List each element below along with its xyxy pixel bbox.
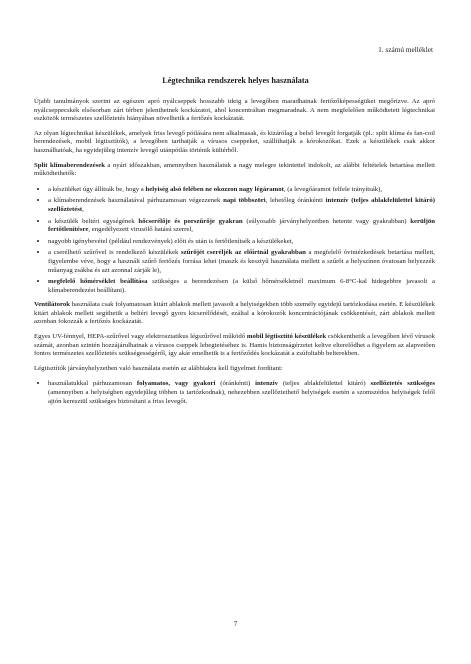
page-number: 7: [233, 620, 238, 628]
paragraph-intro: Újabb tanulmányok szerint az egészen apró nyálcseppek hosszabb ideig a levegőben maradhatnak fertőzőképességüket megőrizve. Az apró nyálcseppecskék elsősorban zárt térben jelenthetnek kockázatot, ahol koncentráltan megmaradnak. A nem megfelelően működtetett légtechnikai eszközök természetes szellőztetés hiányában növelhetik a fertőzés kockázatát.: [34, 98, 435, 123]
list-item: • megfelelő hőmérséklet beállítása szükséges a berendezésen (a külső hőmérsékletnél maximum 6-8°C-kal hidegebbre javasolt a klímaberendezést beállítani).: [48, 277, 435, 295]
paragraph-split: Split klímaberendezések a nyári időszakban, amennyiben használatuk a nagy melegre tekintettel indokolt, az alábbi feltételek betartása mellett működtethetők:: [34, 161, 435, 178]
document-body: [34, 98, 435, 412]
list-item: • használatukkal párhuzamosan folyamatos, vagy gyakori (óránkénti) intenzív (teljes ablakfelülettel kitáró) szellőztetés szükséges (amennyiben a helyiségben egyidejűleg többen is tartózkodnak), nehezebben szellőztethető helyiségek esetén a szomszédos helyiségek felől ajtón keresztül szükséges biztosítani a friss levegőt.: [48, 379, 435, 406]
document-title: Légtechnika rendszerek helyes használata: [162, 76, 309, 85]
list-item: • a klímaberendezések használatával párhuzamosan végezzenek napi többszöri, lehetőleg óránkénti intenzív (teljes ablakfelülettel kitáró) szellőztetést,: [48, 196, 435, 214]
bold-term: Ventilátorok: [34, 301, 71, 309]
list-item: • a cserélhető szűrővel is rendelkező készülékek szűrőjét cseréljék az előírtnál gyakrabban a megfelelő óvintézkedések betartása mellett, figyelembe véve, hogy a használt szűrő fertőzés forrása lehet (maszk és kesztyű használata mellett a szűrőt a helyszínen óvatosan helyezzék műanyag zsákba és azt azonnal zárják le),: [48, 248, 435, 275]
purifier-conditions-list: [34, 379, 435, 406]
list-item: • a készülék beltéri egységének hőcserélője és porszűrője gyakran (súlyosabb járványhelyzetben hetente vagy gyakrabban) kerüljön fertőtlenítésre, engedélyezett virusölő hatású szerrel,: [48, 217, 435, 235]
bold-term: mobil légtisztító készülékek: [246, 333, 327, 341]
paragraph-purifier-intro: Légtisztítók járványhelyzetben való használata esetén az alábbiakra kell figyelmet fordítani:: [34, 364, 283, 372]
annex-label: 1. számú melléklet: [378, 45, 433, 54]
split-conditions-list: [34, 185, 435, 296]
paragraph-fans: Ventilátorok használata csak folyamatosan kitárt ablakok mellett javasolt a helyiségekben több személy egyidejű tartózkodása esetén. E készülékek kitárt ablakok mellett segíthetik a beltéri levegő gyors kicserélődését, ezáltal a kórokozók koncentrációjának csökkentését, zárt ablakok mellett azonban fokozzák a fertőzés kockázatát.: [34, 301, 435, 326]
bold-term: Split klímaberendezések: [34, 161, 105, 169]
list-item: • nagyobb igénybevétel (például rendezvények) előtt és után is fertőtlenítsék a készülékeket,: [48, 237, 435, 247]
list-item: • a készüléket úgy állítsák be, hogy a helyiség alsó felében ne okozzon nagy légáramot, (a levegőáramot felfele irányítsák),: [48, 185, 435, 195]
paragraph-purifiers: Egyes UV-fénnyel, HEPA-szűrővel vagy elektrosztatikus légszűrővel működő mobil légtisztító készülékek csökkenthetik a levegőben lévő vírusok számát, azonban szintén hozzájárulhatnak a vírusos cseppek lebegtetéséhez is. Hamis biztonságérzetet keltve elterelődhet a figyelem az alapvetően fontos természetes szellőztetés szükségességéről, így akár emelhetik is a fertőződés kockázatát a zsúfoltabb belterekben.: [34, 333, 435, 358]
paragraph-devices: Az olyan légtechnikai készülékek, amelyek friss levegő pótlására nem alkalmasak, és kizárólag a belső levegőt forgatják (pl.: split klíma és fan-coil berendezések, mobil légtisztítók), a levegőben tarthatják a vírusos cseppeket, szállíthatják a kórokozókat. Ezek a készülékek csak akkor használhatóak, ha egyidejűleg intenzív levegő utánpótlás történik kültérből.: [34, 129, 435, 154]
